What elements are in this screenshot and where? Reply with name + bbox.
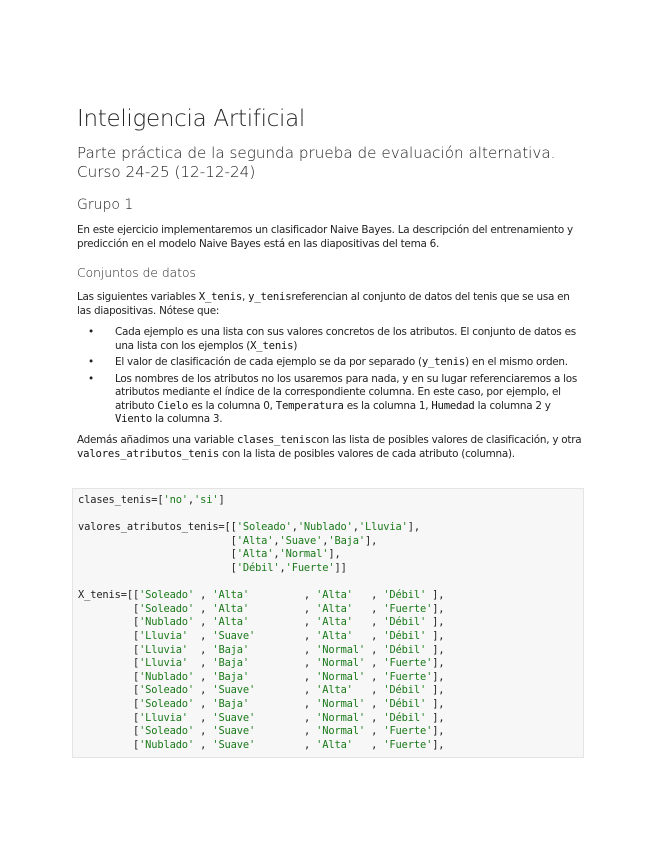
bullet-icon: •: [88, 372, 94, 385]
inline-code: y_tenis: [248, 291, 292, 303]
list-item: • Los nombres de los atributos no los usaremos para nada, y en su lugar referenciaremos a los atributos mediante el índice de la correspondiente columna. En este caso, por ejemplo, el atributo Cielo es la columna 0, Temperatura es la columna 1, Humedad la columna 2 y Viento la columna 3.: [88, 372, 578, 425]
list-item: • Cada ejemplo es una lista con sus valores concretos de los atributos. El conjunto de datos es una lista con los ejemplos (X_tenis): [88, 326, 576, 352]
page-subtitle: Parte práctica de la segunda prueba de evaluación alternativa. Curso 24-25 (12-12-24): [77, 144, 556, 181]
intro-paragraph: En este ejercicio implementaremos un clasificador Naive Bayes. La descripción del entrenamiento y predicción en el modelo Naive Bayes está en las diapositivas del tema 6.: [77, 224, 573, 250]
document-page: [77, 104, 583, 461]
page-title: Inteligencia Artificial: [77, 106, 305, 132]
group-heading: Grupo 1: [77, 197, 134, 213]
bullet-icon: •: [88, 326, 94, 338]
variables-paragraph: Las siguientes variables X_tenis, y_tenisreferencian al conjunto de datos del tenis que se usa en las diapositivas. Nótese que:: [77, 291, 570, 317]
bullet-icon: •: [88, 356, 94, 368]
code-content: clases_tenis=['no','si'] valores_atributos_tenis=[['Soleado','Nublado','Lluvia'], ['Alta','Suave','Baja'], ['Alta','Normal'], ['Débil','Fuerte']] X_tenis=[['Soleado' , 'Alta' , 'Alta' , 'Débil' ], ['Soleado' , 'Alta' , 'Alta' , 'Fuerte'], ['Nublado' , 'Alta' , 'Alta' , 'Débil' ], ['Lluvia' , 'Suave' , 'Alta' , 'Débil' ], ['Lluvia' , 'Baja' , 'Normal' , 'Débil' ], ['Lluvia' , 'Baja' , 'Normal' , 'Fuerte'], ['Nublado' , 'Baja' , 'Normal' , 'Fuerte'], ['Soleado' , 'Suave' , 'Alta' , 'Débil' ], ['Soleado' , 'Baja' , 'Normal' , 'Débil' ], ['Lluvia' , 'Suave' , 'Normal' , 'Débil' ], ['Soleado' , 'Suave' , 'Normal' , 'Fuerte'], ['Nublado' , 'Suave' , 'Alta' , 'Fuerte'],: [78, 494, 445, 751]
closing-paragraph: Además añadimos una variable clases_teniscon las lista de posibles valores de clasificación, y otra valores_atributos_tenis con la lista de posibles valores de cada atributo (columna).: [77, 433, 582, 460]
code-cell[interactable]: [72, 488, 584, 758]
list-item: • El valor de clasificación de cada ejemplo se da por separado (y_tenis) en el mismo orden.: [88, 356, 568, 368]
inline-code: X_tenis: [198, 291, 243, 303]
notes-list: [77, 326, 583, 427]
section-heading: Conjuntos de datos: [77, 266, 196, 280]
